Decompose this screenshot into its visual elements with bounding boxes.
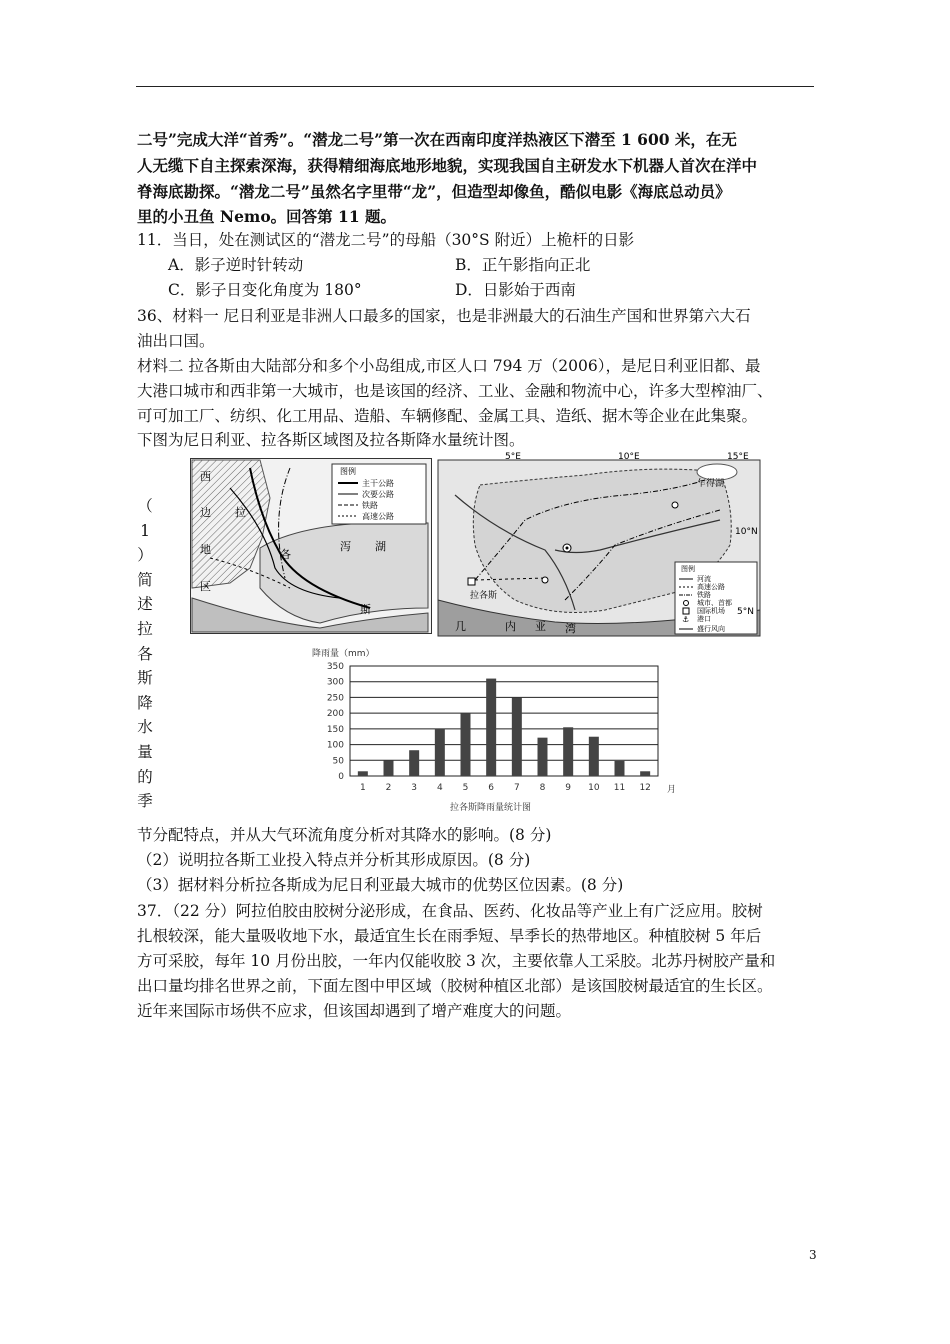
intro-line-1: 二号”完成大洋“首秀”。“潜龙二号”第一次在西南印度洋热液区下潜至 1 600 米，在无 bbox=[137, 130, 737, 149]
vchar: 斯 bbox=[137, 669, 153, 688]
place-label: 亚 bbox=[535, 620, 546, 633]
q37-line-3: 方可采胶，每年 10 月份出胶，一年内仅能收胶 3 次，主要依靠人工采胶。北苏丹树胶产量和 bbox=[137, 952, 776, 970]
place-label: 几 bbox=[455, 620, 466, 633]
map-label: 区 bbox=[200, 580, 211, 593]
q11-option-c: C．影子日变化角度为 180° bbox=[168, 281, 362, 299]
city-marker bbox=[672, 502, 678, 508]
right-legend-title: 图例 bbox=[681, 565, 695, 573]
x-tick-label: 4 bbox=[436, 783, 443, 793]
lon-label: 15°E bbox=[727, 452, 749, 462]
q36-sub3: （3）据材料分析拉各斯成为尼日利亚最大城市的优势区位因素。(8 分) bbox=[137, 876, 624, 894]
x-tick-label: 2 bbox=[385, 783, 392, 793]
chart-x-ticks bbox=[360, 783, 651, 793]
left-legend-item: 铁路 bbox=[362, 501, 378, 510]
right-legend-item: 城市、首都 bbox=[697, 599, 732, 607]
q11-option-a: A．影子逆时针转动 bbox=[168, 256, 304, 274]
vchar: 的 bbox=[137, 767, 153, 786]
rainfall-bar bbox=[563, 727, 573, 776]
rainfall-bar bbox=[486, 679, 496, 776]
vchar: 降 bbox=[137, 693, 153, 712]
right-legend-item: 高速公路 bbox=[697, 583, 725, 591]
chart-grid bbox=[350, 666, 658, 776]
x-tick-label: 6 bbox=[488, 783, 495, 793]
intro-line-2: 人无缆下自主探索深海，获得精细海底地形地貌，实现我国自主研发水下机器人首次在洋中 bbox=[137, 156, 758, 175]
chart-y-ticks bbox=[327, 662, 344, 782]
q36-material2-line2: 大港口城市和西非第一大城市，也是该国的经济、工业、金融和物流中心，许多大型榨油厂、 bbox=[137, 382, 773, 400]
y-tick-label: 250 bbox=[326, 693, 344, 704]
rainfall-bar bbox=[640, 771, 650, 776]
q37-line-1: 37．（22 分）阿拉伯胶由胶树分泌形成，在食品、医药、化妆品等产业上有广泛应用。胶树 bbox=[137, 902, 763, 920]
q36-material1-line2: 油出口国。 bbox=[137, 332, 215, 350]
header-rule bbox=[136, 86, 814, 87]
vchar: 述 bbox=[137, 595, 153, 614]
right-legend-item: 盛行风向 bbox=[697, 625, 725, 633]
chart-y-axis-label: 降雨量（mm） bbox=[312, 649, 375, 659]
vchar: 季 bbox=[137, 792, 153, 811]
x-tick-label: 5 bbox=[462, 783, 469, 793]
y-tick-label: 200 bbox=[326, 709, 344, 720]
y-tick-label: 0 bbox=[338, 772, 344, 782]
rainfall-bar bbox=[615, 761, 625, 776]
q11-option-b: B．正午影指向正北 bbox=[455, 256, 591, 274]
q11-option-d: D．日影始于西南 bbox=[455, 281, 576, 299]
place-label: 湾 bbox=[565, 622, 576, 635]
vchar: 量 bbox=[137, 742, 153, 761]
q11-stem: 11．当日，处在测试区的“潜龙二号”的母船（30°S 附近）上桅杆的日影 bbox=[137, 231, 635, 249]
vchar: 简 bbox=[137, 570, 153, 589]
y-tick-label: 50 bbox=[332, 756, 344, 767]
rainfall-bar bbox=[384, 760, 394, 776]
vchar: 水 bbox=[137, 718, 153, 737]
right-legend-item: 国际机场 bbox=[697, 607, 725, 615]
map-label: 湖 bbox=[375, 540, 386, 553]
rainfall-bar bbox=[435, 729, 445, 776]
left-legend-item: 主干公路 bbox=[362, 479, 394, 488]
rainfall-bar bbox=[512, 697, 522, 776]
rainfall-bar bbox=[409, 750, 419, 776]
plot-frame bbox=[350, 666, 658, 776]
x-tick-label: 12 bbox=[639, 783, 651, 793]
vchar: 拉 bbox=[137, 619, 153, 638]
chart-title: 拉各斯降雨量统计图 bbox=[450, 803, 532, 813]
x-tick-label: 1 bbox=[359, 783, 366, 793]
rainfall-bar bbox=[589, 737, 599, 776]
q36-material2-line3: 可可加工厂、纺织、化工用品、造船、车辆修配、金属工具、造纸、据木等企业在此集聚。 bbox=[137, 407, 758, 425]
map-label: 西 bbox=[200, 470, 211, 483]
lagos-airport-marker bbox=[468, 578, 475, 585]
map-label: 泻 bbox=[340, 540, 351, 553]
vchar: （ bbox=[137, 497, 153, 515]
nigeria-map bbox=[435, 450, 765, 638]
map-label: 边 bbox=[200, 506, 211, 519]
x-tick-label: 3 bbox=[411, 783, 418, 793]
x-tick-label: 8 bbox=[539, 783, 546, 793]
q36-sub2: （2）说明拉各斯工业投入特点并分析其形成原因。(8 分) bbox=[137, 851, 531, 869]
vchar: 各 bbox=[137, 644, 153, 663]
lagos-rainfall-chart bbox=[310, 646, 680, 798]
chart-bars bbox=[358, 679, 650, 776]
q36-material2-line1: 材料二 拉各斯由大陆部分和多个小岛组成,市区人口 794 万（2006），是尼日利亚旧都、最 bbox=[137, 357, 761, 375]
place-label: 内 bbox=[505, 620, 516, 633]
place-label: 拉各斯 bbox=[470, 591, 498, 601]
x-tick-label: 11 bbox=[613, 783, 626, 793]
map-label: 斯 bbox=[360, 603, 371, 616]
rainfall-bar bbox=[538, 738, 548, 776]
y-tick-label: 100 bbox=[326, 740, 344, 751]
lake-chad bbox=[697, 464, 737, 480]
anchor-icon: ⚓ bbox=[682, 615, 690, 624]
right-legend-item: 河流 bbox=[697, 575, 711, 583]
right-legend-item: 港口 bbox=[697, 615, 711, 623]
city-marker bbox=[542, 577, 548, 583]
q37-line-5: 近年来国际市场供不应求，但该国却遇到了增产难度大的问题。 bbox=[137, 1002, 572, 1020]
q37-line-4: 出口量均排名世界之前，下面左图中甲区域（胶树种植区北部）是该国胶树最适宜的生长区。 bbox=[137, 977, 773, 995]
x-tick-label: 9 bbox=[565, 783, 572, 793]
page-number: 3 bbox=[809, 1248, 817, 1262]
intro-line-4: 里的小丑鱼 Nemo。回答第 11 题。 bbox=[137, 207, 397, 226]
intro-line-3: 脊海底勘探。“潜龙二号”虽然名字里带“龙”，但造型却像鱼，酷似电影《海底总动员》 bbox=[137, 182, 731, 201]
q36-sub1-tail: 节分配特点，并从大气环流角度分析对其降水的影响。(8 分) bbox=[137, 826, 552, 844]
vchar: 1 bbox=[140, 521, 150, 540]
left-legend-item: 次要公路 bbox=[362, 490, 394, 499]
rainfall-bar bbox=[461, 713, 471, 776]
place-label: 乍得湖 bbox=[697, 479, 725, 489]
q36-material1-line1: 36、材料一 尼日利亚是非洲人口最多的国家，也是非洲最大的石油生产国和世界第六大石 bbox=[137, 307, 751, 325]
y-tick-label: 150 bbox=[326, 724, 344, 735]
map-label: 各 bbox=[280, 548, 291, 561]
map-label: 拉 bbox=[235, 506, 246, 519]
lat-label: 5°N bbox=[737, 607, 754, 617]
lagoon bbox=[260, 522, 428, 623]
lat-label: 10°N bbox=[735, 527, 758, 537]
x-tick-label: 10 bbox=[588, 783, 600, 793]
lon-label: 5°E bbox=[505, 452, 521, 462]
q36-sub1-vertical-text bbox=[137, 494, 153, 814]
q36-material2-line4: 下图为尼日利亚、拉各斯区域图及拉各斯降水量统计图。 bbox=[137, 431, 525, 449]
left-legend-title: 图例 bbox=[340, 467, 356, 476]
map-label: 地 bbox=[200, 543, 211, 556]
x-tick-label: 7 bbox=[513, 783, 520, 793]
y-tick-label: 300 bbox=[326, 677, 344, 688]
y-tick-label: 350 bbox=[326, 662, 344, 672]
right-legend-item: 铁路 bbox=[697, 591, 711, 599]
rainfall-bar bbox=[358, 771, 368, 776]
q37-line-2: 扎根较深，能大量吸收地下水，最适宜生长在雨季短、旱季长的热带地区。种植胶树 5 年后 bbox=[137, 927, 762, 945]
left-legend-item: 高速公路 bbox=[362, 512, 394, 521]
chart-x-unit: 月 bbox=[667, 785, 677, 795]
lagos-region-map bbox=[190, 458, 432, 634]
lon-label: 10°E bbox=[618, 452, 640, 462]
vchar: ） bbox=[137, 546, 153, 565]
